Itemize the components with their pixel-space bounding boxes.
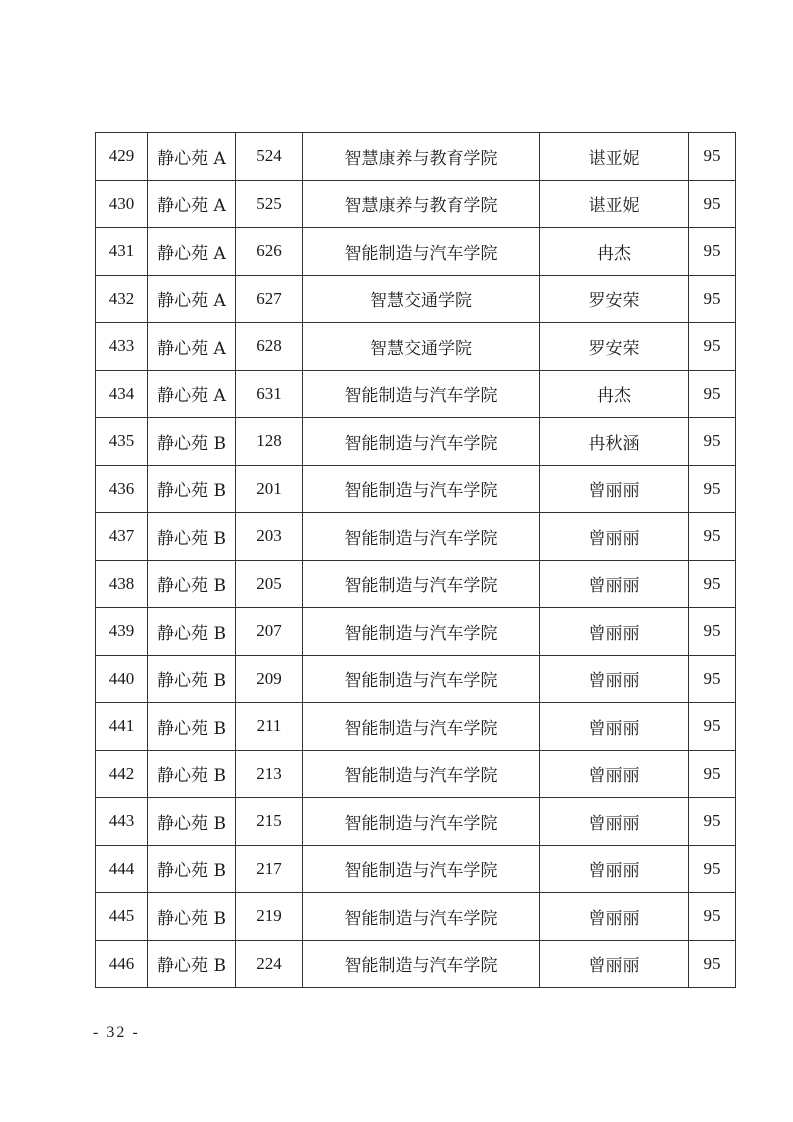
cell-score: 95 <box>689 275 736 323</box>
cell-person: 曾丽丽 <box>540 750 689 798</box>
cell-room-number: 219 <box>236 893 303 941</box>
cell-person: 曾丽丽 <box>540 465 689 513</box>
cell-building: 静心苑 B <box>148 655 236 703</box>
cell-score: 95 <box>689 798 736 846</box>
cell-college: 智慧交通学院 <box>303 323 540 371</box>
table-body <box>96 133 736 988</box>
cell-score: 95 <box>689 750 736 798</box>
cell-college: 智能制造与汽车学院 <box>303 370 540 418</box>
cell-score: 95 <box>689 560 736 608</box>
cell-person: 曾丽丽 <box>540 608 689 656</box>
cell-score: 95 <box>689 418 736 466</box>
cell-serial-number: 431 <box>96 228 148 276</box>
cell-person: 曾丽丽 <box>540 513 689 561</box>
cell-building: 静心苑 B <box>148 845 236 893</box>
cell-building: 静心苑 B <box>148 513 236 561</box>
cell-building: 静心苑 B <box>148 893 236 941</box>
table-row <box>96 608 736 656</box>
cell-building: 静心苑 A <box>148 228 236 276</box>
cell-score: 95 <box>689 180 736 228</box>
table-row <box>96 465 736 513</box>
cell-score: 95 <box>689 370 736 418</box>
cell-score: 95 <box>689 608 736 656</box>
cell-serial-number: 434 <box>96 370 148 418</box>
cell-building: 静心苑 B <box>148 940 236 988</box>
cell-college: 智能制造与汽车学院 <box>303 513 540 561</box>
cell-person: 曾丽丽 <box>540 703 689 751</box>
cell-person: 谌亚妮 <box>540 133 689 181</box>
cell-person: 冉杰 <box>540 228 689 276</box>
cell-building: 静心苑 B <box>148 560 236 608</box>
table-row <box>96 370 736 418</box>
cell-serial-number: 438 <box>96 560 148 608</box>
cell-serial-number: 440 <box>96 655 148 703</box>
table-row <box>96 180 736 228</box>
table-row <box>96 940 736 988</box>
cell-person: 冉杰 <box>540 370 689 418</box>
cell-room-number: 211 <box>236 703 303 751</box>
cell-score: 95 <box>689 845 736 893</box>
cell-college: 智能制造与汽车学院 <box>303 418 540 466</box>
cell-building: 静心苑 B <box>148 608 236 656</box>
cell-building: 静心苑 B <box>148 798 236 846</box>
cell-person: 冉秋涵 <box>540 418 689 466</box>
cell-room-number: 209 <box>236 655 303 703</box>
cell-building: 静心苑 B <box>148 703 236 751</box>
cell-serial-number: 445 <box>96 893 148 941</box>
cell-person: 曾丽丽 <box>540 845 689 893</box>
cell-serial-number: 436 <box>96 465 148 513</box>
cell-room-number: 224 <box>236 940 303 988</box>
table-row <box>96 228 736 276</box>
cell-room-number: 628 <box>236 323 303 371</box>
cell-college: 智能制造与汽车学院 <box>303 465 540 513</box>
table-row <box>96 845 736 893</box>
cell-college: 智能制造与汽车学院 <box>303 893 540 941</box>
cell-college: 智能制造与汽车学院 <box>303 750 540 798</box>
cell-serial-number: 439 <box>96 608 148 656</box>
table-row <box>96 513 736 561</box>
cell-score: 95 <box>689 228 736 276</box>
cell-college: 智能制造与汽车学院 <box>303 655 540 703</box>
cell-building: 静心苑 B <box>148 465 236 513</box>
cell-college: 智能制造与汽车学院 <box>303 608 540 656</box>
table-row <box>96 418 736 466</box>
cell-serial-number: 430 <box>96 180 148 228</box>
cell-college: 智能制造与汽车学院 <box>303 940 540 988</box>
table-row <box>96 798 736 846</box>
cell-room-number: 626 <box>236 228 303 276</box>
cell-serial-number: 432 <box>96 275 148 323</box>
cell-room-number: 203 <box>236 513 303 561</box>
cell-score: 95 <box>689 940 736 988</box>
cell-room-number: 213 <box>236 750 303 798</box>
table-row <box>96 133 736 181</box>
table-row <box>96 893 736 941</box>
table-row <box>96 655 736 703</box>
cell-score: 95 <box>689 133 736 181</box>
cell-person: 曾丽丽 <box>540 893 689 941</box>
dormitory-score-table <box>95 132 736 988</box>
cell-room-number: 215 <box>236 798 303 846</box>
cell-serial-number: 442 <box>96 750 148 798</box>
cell-room-number: 217 <box>236 845 303 893</box>
table-row <box>96 560 736 608</box>
page-number: - 32 - <box>93 1024 140 1041</box>
cell-college: 智慧康养与教育学院 <box>303 180 540 228</box>
cell-college: 智慧康养与教育学院 <box>303 133 540 181</box>
cell-person: 罗安荣 <box>540 275 689 323</box>
cell-serial-number: 433 <box>96 323 148 371</box>
cell-room-number: 631 <box>236 370 303 418</box>
table-row <box>96 750 736 798</box>
cell-building: 静心苑 A <box>148 275 236 323</box>
cell-room-number: 524 <box>236 133 303 181</box>
cell-building: 静心苑 A <box>148 133 236 181</box>
cell-serial-number: 437 <box>96 513 148 561</box>
cell-score: 95 <box>689 465 736 513</box>
cell-score: 95 <box>689 893 736 941</box>
cell-person: 罗安荣 <box>540 323 689 371</box>
cell-room-number: 201 <box>236 465 303 513</box>
cell-person: 曾丽丽 <box>540 940 689 988</box>
table-row <box>96 275 736 323</box>
cell-serial-number: 441 <box>96 703 148 751</box>
cell-score: 95 <box>689 323 736 371</box>
cell-college: 智能制造与汽车学院 <box>303 228 540 276</box>
cell-college: 智能制造与汽车学院 <box>303 703 540 751</box>
cell-college: 智能制造与汽车学院 <box>303 560 540 608</box>
cell-room-number: 128 <box>236 418 303 466</box>
cell-serial-number: 435 <box>96 418 148 466</box>
cell-room-number: 525 <box>236 180 303 228</box>
cell-college: 智能制造与汽车学院 <box>303 798 540 846</box>
cell-room-number: 207 <box>236 608 303 656</box>
cell-building: 静心苑 B <box>148 750 236 798</box>
cell-person: 曾丽丽 <box>540 655 689 703</box>
cell-serial-number: 446 <box>96 940 148 988</box>
cell-room-number: 205 <box>236 560 303 608</box>
cell-serial-number: 444 <box>96 845 148 893</box>
cell-score: 95 <box>689 655 736 703</box>
cell-serial-number: 429 <box>96 133 148 181</box>
cell-score: 95 <box>689 703 736 751</box>
cell-building: 静心苑 A <box>148 323 236 371</box>
cell-building: 静心苑 B <box>148 418 236 466</box>
cell-room-number: 627 <box>236 275 303 323</box>
cell-person: 曾丽丽 <box>540 798 689 846</box>
cell-person: 曾丽丽 <box>540 560 689 608</box>
cell-college: 智能制造与汽车学院 <box>303 845 540 893</box>
cell-building: 静心苑 A <box>148 180 236 228</box>
table-row <box>96 703 736 751</box>
cell-serial-number: 443 <box>96 798 148 846</box>
cell-person: 谌亚妮 <box>540 180 689 228</box>
cell-college: 智慧交通学院 <box>303 275 540 323</box>
cell-score: 95 <box>689 513 736 561</box>
cell-building: 静心苑 A <box>148 370 236 418</box>
table-row <box>96 323 736 371</box>
